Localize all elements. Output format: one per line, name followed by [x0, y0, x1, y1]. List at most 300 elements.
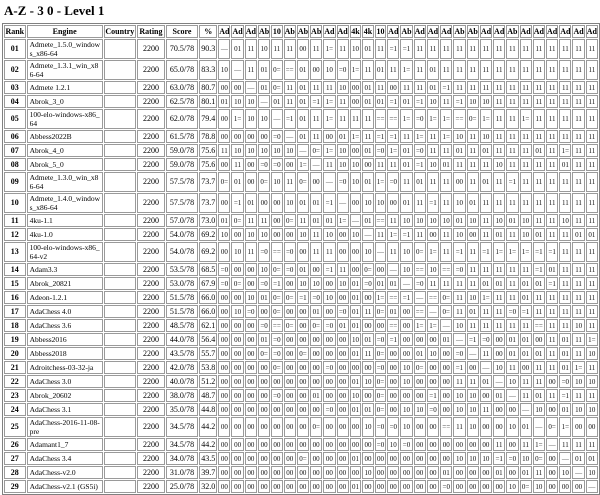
result-cell: 1= [375, 172, 386, 192]
result-cell: 00 [231, 361, 243, 374]
result-cell: =0 [323, 361, 335, 374]
result-cell: 01 [245, 193, 257, 213]
result-cell: 01 [520, 333, 532, 346]
result-cell: 0= [231, 214, 243, 227]
result-cell: 00 [231, 375, 243, 388]
rank-cell: 28 [4, 466, 26, 479]
result-cell: — [559, 452, 571, 465]
score-cell: 31.0/78 [166, 466, 198, 479]
result-cell: =0 [245, 305, 257, 318]
percent-cell: 78.8 [199, 130, 217, 143]
result-cell: 10 [506, 375, 518, 388]
result-cell: 11 [387, 242, 399, 262]
result-cell: 11 [546, 347, 558, 360]
result-cell: 11 [467, 158, 479, 171]
result-cell: 00 [231, 130, 243, 143]
result-cell: 00 [297, 361, 309, 374]
result-cell: 10 [400, 263, 412, 276]
result-cell: 0= [375, 389, 386, 402]
country-cell [104, 60, 136, 80]
result-cell: 01 [480, 277, 492, 290]
engine-name: Abrok_4_0 [27, 144, 103, 157]
result-cell: 00 [310, 333, 322, 346]
score-cell: 59.0/78 [166, 144, 198, 157]
result-cell: — [493, 375, 505, 388]
score-cell: 57.5/78 [166, 193, 198, 213]
result-cell: 01 [414, 347, 426, 360]
result-cell: 00 [427, 333, 439, 346]
result-cell: 10 [506, 417, 518, 437]
country-cell [104, 263, 136, 276]
score-cell: 38.0/78 [166, 389, 198, 402]
table-row [4, 438, 598, 451]
result-cell: 11 [387, 214, 399, 227]
opponent-header-21: Ad [480, 25, 492, 38]
result-cell: 11 [559, 228, 571, 241]
result-cell: 11 [586, 291, 598, 304]
country-cell [104, 172, 136, 192]
result-cell: == [533, 319, 545, 332]
result-cell: 00 [310, 452, 322, 465]
result-cell: 01 [572, 452, 584, 465]
result-cell: 00 [427, 375, 439, 388]
result-cell: =1 [297, 291, 309, 304]
result-cell: 00 [323, 466, 335, 479]
result-cell: 00 [440, 403, 452, 416]
result-cell: 01 [310, 389, 322, 402]
result-cell: 00 [506, 438, 518, 451]
result-cell: 11 [586, 109, 598, 129]
result-cell: 11 [480, 319, 492, 332]
engine-name: Admete_1.4.0_windows_x86-64 [27, 193, 103, 213]
result-cell: =1 [533, 242, 545, 262]
result-cell: 11 [533, 193, 545, 213]
result-cell: 11 [586, 361, 598, 374]
result-cell: 00 [271, 417, 282, 437]
result-cell: 00 [231, 291, 243, 304]
rating-cell: 2200 [137, 305, 165, 318]
result-cell: 00 [284, 361, 296, 374]
percent-cell: 90.3 [199, 39, 217, 59]
result-cell: 00 [231, 389, 243, 402]
result-cell: 11 [586, 319, 598, 332]
engine-name: Admete_1.3.0_win_x86-64 [27, 172, 103, 192]
result-cell: 11 [440, 39, 452, 59]
result-cell: 01 [453, 214, 465, 227]
result-cell: 00 [350, 144, 362, 157]
result-cell: 00 [506, 466, 518, 479]
table-row [4, 228, 598, 241]
result-cell: 11 [572, 39, 584, 59]
engine-name: 4ku-1.1 [27, 214, 103, 227]
result-cell: 00 [337, 361, 349, 374]
opponent-header-10: Ad [337, 25, 349, 38]
percent-cell: 32.0 [199, 480, 217, 493]
result-cell: =0 [337, 172, 349, 192]
result-cell: 10 [284, 144, 296, 157]
result-cell: 11 [586, 193, 598, 213]
rating-cell: 2200 [137, 172, 165, 192]
percent-cell: 68.5 [199, 263, 217, 276]
result-cell: 00 [245, 319, 257, 332]
result-cell: 11 [467, 375, 479, 388]
result-cell: — [323, 172, 335, 192]
result-cell: =1 [467, 333, 479, 346]
country-cell [104, 347, 136, 360]
result-cell: 11 [546, 305, 558, 318]
result-cell: 10 [245, 95, 257, 108]
result-cell: 00 [245, 172, 257, 192]
result-cell: 1= [520, 242, 532, 262]
result-cell: 10 [271, 172, 282, 192]
result-cell: 11 [572, 389, 584, 402]
result-cell: 11 [453, 60, 465, 80]
result-cell: 11 [493, 60, 505, 80]
country-cell [104, 333, 136, 346]
result-cell: 0= [271, 81, 282, 94]
result-cell: 11 [546, 333, 558, 346]
result-cell: 00 [467, 466, 479, 479]
result-cell: 10 [586, 403, 598, 416]
result-cell: 11 [533, 466, 545, 479]
opponent-header-8: Ab [310, 25, 322, 38]
result-cell: 01 [297, 81, 309, 94]
result-cell: 11 [533, 60, 545, 80]
result-cell: 01 [520, 417, 532, 437]
result-cell: =1 [546, 242, 558, 262]
result-cell: 10 [362, 375, 374, 388]
result-cell: 01 [258, 60, 270, 80]
result-cell: 00 [218, 319, 230, 332]
result-cell: 00 [310, 60, 322, 80]
country-cell [104, 81, 136, 94]
result-cell: 10 [362, 193, 374, 213]
result-cell: 10 [337, 277, 349, 290]
result-cell: 10 [258, 109, 270, 129]
result-cell: 01 [520, 291, 532, 304]
table-row [4, 417, 598, 437]
result-cell: == [414, 305, 426, 318]
result-cell: 00 [258, 417, 270, 437]
percent-cell: 73.7 [199, 193, 217, 213]
rating-cell: 2200 [137, 228, 165, 241]
result-cell: 11 [467, 60, 479, 80]
result-cell: 11 [231, 158, 243, 171]
score-cell: 51.5/78 [166, 291, 198, 304]
result-cell: =1 [387, 39, 399, 59]
result-cell: 10 [350, 39, 362, 59]
result-cell: 01 [467, 193, 479, 213]
result-cell: =1 [453, 361, 465, 374]
result-cell: 10 [520, 228, 532, 241]
result-cell: 00 [284, 480, 296, 493]
result-cell: 11 [506, 39, 518, 59]
result-cell: =0 [440, 480, 452, 493]
result-cell: 01 [375, 60, 386, 80]
result-cell: 00 [271, 375, 282, 388]
result-cell: 01 [440, 466, 452, 479]
result-cell: =1 [559, 389, 571, 402]
result-cell: 01 [350, 452, 362, 465]
table-row [4, 347, 598, 360]
engine-name: AdaChess 4.0 [27, 305, 103, 318]
result-cell: 0= [284, 214, 296, 227]
result-cell: =0 [506, 305, 518, 318]
opponent-header-7: Ab [297, 25, 309, 38]
result-cell: 0= [310, 319, 322, 332]
result-cell: 1= [520, 109, 532, 129]
result-cell: 00 [350, 193, 362, 213]
percent-cell: 73.0 [199, 214, 217, 227]
score-cell: 63.0/78 [166, 81, 198, 94]
result-cell: 00 [375, 263, 386, 276]
result-cell: — [231, 60, 243, 80]
result-cell: 11 [467, 277, 479, 290]
table-row [4, 480, 598, 493]
result-cell: 1= [375, 291, 386, 304]
result-cell: 00 [546, 403, 558, 416]
rating-cell: 2200 [137, 403, 165, 416]
result-cell: 10 [467, 291, 479, 304]
page-title: A-Z - 3 0 - Level 1 [4, 3, 105, 18]
result-cell: 00 [427, 480, 439, 493]
result-cell: 00 [337, 291, 349, 304]
result-cell: 11 [440, 95, 452, 108]
result-cell: 00 [480, 480, 492, 493]
rating-cell: 2200 [137, 95, 165, 108]
result-cell: 10 [453, 130, 465, 143]
result-cell: =1 [375, 130, 386, 143]
result-cell: 01 [350, 277, 362, 290]
country-cell [104, 389, 136, 402]
result-cell: 01 [586, 228, 598, 241]
result-cell: =0 [218, 263, 230, 276]
opponent-header-18: Ad [440, 25, 452, 38]
result-cell: 00 [387, 375, 399, 388]
result-cell: 00 [323, 452, 335, 465]
result-cell: 11 [559, 81, 571, 94]
result-cell: 01 [480, 172, 492, 192]
result-cell: 11 [362, 130, 374, 143]
result-cell: 11 [440, 144, 452, 157]
result-cell: == [440, 417, 452, 437]
result-cell: 00 [231, 347, 243, 360]
result-cell: 10 [480, 95, 492, 108]
result-cell: 01 [506, 214, 518, 227]
result-cell: 11 [559, 242, 571, 262]
rank-cell: 29 [4, 480, 26, 493]
result-cell: 01 [258, 333, 270, 346]
result-cell: 11 [297, 214, 309, 227]
result-cell: 11 [559, 60, 571, 80]
result-cell: =1 [271, 277, 282, 290]
result-cell: 00 [284, 438, 296, 451]
percent-cell: 69.2 [199, 228, 217, 241]
result-cell: 11 [572, 242, 584, 262]
result-cell: 11 [245, 242, 257, 262]
opponent-header-20: Ab [467, 25, 479, 38]
rating-cell: 2200 [137, 361, 165, 374]
result-cell: 11 [520, 375, 532, 388]
result-cell: =0 [480, 333, 492, 346]
rating-cell: 2200 [137, 130, 165, 143]
result-cell: 00 [310, 403, 322, 416]
result-cell: 00 [337, 438, 349, 451]
engine-name: AdaChess 3.1 [27, 403, 103, 416]
table-row [4, 130, 598, 143]
result-cell: 1= [427, 109, 439, 129]
opponent-header-9: Ad [323, 25, 335, 38]
result-cell: 01 [493, 389, 505, 402]
result-cell: =1 [414, 158, 426, 171]
engine-name: Admete_1.5.0_windows_x86-64 [27, 39, 103, 59]
header-row [4, 25, 598, 38]
country-cell [104, 305, 136, 318]
result-cell: 11 [310, 130, 322, 143]
result-cell: 00 [440, 438, 452, 451]
result-cell: 00 [440, 452, 452, 465]
engine-name: 4ku-1.0 [27, 228, 103, 241]
result-cell: 00 [323, 333, 335, 346]
score-cell: 51.5/78 [166, 305, 198, 318]
result-cell: 10 [258, 228, 270, 241]
result-cell: 00 [297, 389, 309, 402]
result-cell: 11 [453, 158, 465, 171]
table-row [4, 452, 598, 465]
result-cell: 11 [520, 39, 532, 59]
result-cell: 00 [218, 333, 230, 346]
result-cell: 01 [533, 228, 545, 241]
result-cell: 00 [245, 361, 257, 374]
result-cell: 00 [218, 193, 230, 213]
result-cell: 1= [533, 438, 545, 451]
result-cell: 11 [480, 214, 492, 227]
percent-cell: 55.7 [199, 347, 217, 360]
engine-name: Admete_1.3.1_win_x86-64 [27, 60, 103, 80]
result-cell: 00 [427, 361, 439, 374]
result-cell: 00 [218, 291, 230, 304]
country-cell [104, 130, 136, 143]
result-cell: 10 [427, 214, 439, 227]
result-cell: 00 [453, 480, 465, 493]
result-cell: =0 [323, 319, 335, 332]
result-cell: 00 [297, 39, 309, 59]
score-cell: 42.0/78 [166, 361, 198, 374]
result-cell: 00 [297, 438, 309, 451]
country-cell [104, 403, 136, 416]
result-cell: 00 [284, 228, 296, 241]
score-cell: 57.5/78 [166, 172, 198, 192]
result-cell: 11 [546, 389, 558, 402]
result-cell: =0 [258, 319, 270, 332]
result-cell: 00 [400, 347, 412, 360]
result-cell: 11 [310, 242, 322, 262]
result-cell: 11 [586, 242, 598, 262]
result-cell: 11 [310, 81, 322, 94]
result-cell: 01 [520, 347, 532, 360]
score-cell: 70.5/78 [166, 39, 198, 59]
percent-cell: 75.6 [199, 158, 217, 171]
result-cell: 00 [258, 389, 270, 402]
result-cell: 11 [506, 193, 518, 213]
result-cell: 00 [414, 389, 426, 402]
result-cell: 11 [506, 130, 518, 143]
result-cell: 01 [337, 319, 349, 332]
table-row [4, 277, 598, 290]
rating-cell: 2200 [137, 81, 165, 94]
result-cell: 11 [572, 144, 584, 157]
result-cell: 1= [559, 144, 571, 157]
result-cell: == [271, 319, 282, 332]
rating-cell: 2200 [137, 109, 165, 129]
result-cell: 10 [493, 158, 505, 171]
result-cell: 10 [245, 109, 257, 129]
result-cell: 00 [375, 319, 386, 332]
result-cell: 00 [350, 361, 362, 374]
result-cell: 00 [350, 81, 362, 94]
rating-cell: 2200 [137, 263, 165, 276]
result-cell: 00 [245, 263, 257, 276]
result-cell: 10 [387, 438, 399, 451]
result-cell: =0 [375, 417, 386, 437]
result-cell: 00 [245, 375, 257, 388]
result-cell: 00 [284, 403, 296, 416]
result-cell: 10 [467, 417, 479, 437]
result-cell: 01 [362, 144, 374, 157]
result-cell: 00 [467, 228, 479, 241]
opponent-header-25: Ad [533, 25, 545, 38]
rank-cell: 26 [4, 438, 26, 451]
result-cell: 11 [493, 193, 505, 213]
result-cell: 00 [400, 389, 412, 402]
result-cell: 00 [284, 305, 296, 318]
result-cell: =1 [453, 95, 465, 108]
result-cell: =1 [414, 95, 426, 108]
result-cell: 00 [218, 375, 230, 388]
result-cell: 00 [480, 438, 492, 451]
result-cell: 0= [440, 291, 452, 304]
result-cell: 01 [400, 158, 412, 171]
country-cell [104, 228, 136, 241]
result-cell: 11 [480, 81, 492, 94]
result-cell: 1= [323, 144, 335, 157]
result-cell: 00 [546, 375, 558, 388]
result-cell: 10 [480, 452, 492, 465]
result-cell: 1= [387, 144, 399, 157]
result-cell: == [387, 109, 399, 129]
result-cell: 11 [310, 39, 322, 59]
result-cell: 01 [387, 305, 399, 318]
result-cell: 11 [572, 305, 584, 318]
result-cell: 10 [467, 95, 479, 108]
engine-name: Abrok_20602 [27, 389, 103, 402]
column-header--: % [199, 25, 217, 38]
result-cell: 10 [218, 228, 230, 241]
result-cell: 00 [245, 347, 257, 360]
result-cell: 01 [506, 333, 518, 346]
result-cell: 01 [297, 95, 309, 108]
result-cell: 10 [231, 95, 243, 108]
result-cell: 01 [310, 305, 322, 318]
result-cell: 11 [440, 228, 452, 241]
percent-cell: 80.7 [199, 81, 217, 94]
result-cell: =0 [387, 417, 399, 437]
result-cell: 11 [533, 95, 545, 108]
result-cell: 01 [218, 95, 230, 108]
rank-cell: 01 [4, 39, 26, 59]
result-cell: 10 [533, 403, 545, 416]
score-cell: 43.5/78 [166, 347, 198, 360]
